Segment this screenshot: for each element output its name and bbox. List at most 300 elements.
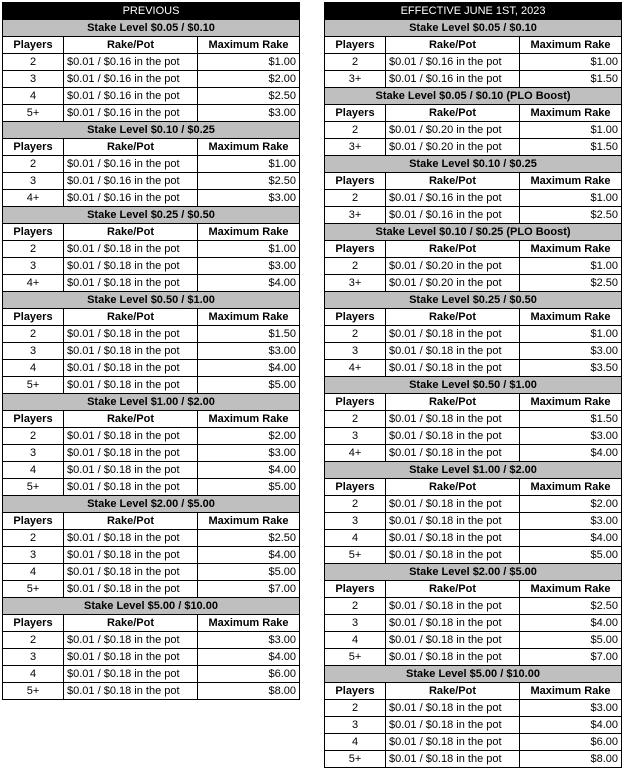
rake-pot-column-header: Rake/Pot	[64, 139, 198, 156]
table-row	[325, 547, 622, 564]
players-column-header: Players	[325, 105, 386, 122]
rake-pot-cell: $0.01 / $0.18 in the pot	[386, 700, 520, 717]
players-cell: 2	[325, 190, 386, 207]
rake-pot-cell: $0.01 / $0.18 in the pot	[64, 479, 198, 496]
players-cell: 3+	[325, 139, 386, 156]
max-rake-cell: $1.00	[520, 122, 622, 139]
players-cell: 2	[3, 530, 64, 547]
players-cell: 4	[325, 632, 386, 649]
stake-level-row	[3, 122, 300, 139]
column-header-row	[325, 173, 622, 190]
table-row	[325, 632, 622, 649]
rake-pot-cell: $0.01 / $0.18 in the pot	[64, 683, 198, 700]
table-row	[3, 71, 300, 88]
stake-level-heading: Stake Level $2.00 / $5.00	[3, 496, 300, 513]
rake-pot-cell: $0.01 / $0.18 in the pot	[386, 632, 520, 649]
players-column-header: Players	[3, 224, 64, 241]
rake-pot-cell: $0.01 / $0.18 in the pot	[386, 717, 520, 734]
max-rake-cell: $3.50	[520, 360, 622, 377]
rake-pot-cell: $0.01 / $0.18 in the pot	[64, 564, 198, 581]
max-rake-cell: $5.00	[198, 564, 300, 581]
table-row	[325, 615, 622, 632]
stake-level-row	[3, 496, 300, 513]
table-row	[3, 105, 300, 122]
rake-pot-column-header: Rake/Pot	[386, 241, 520, 258]
table-row	[3, 54, 300, 71]
rake-pot-column-header: Rake/Pot	[64, 37, 198, 54]
players-column-header: Players	[325, 581, 386, 598]
players-cell: 3	[325, 717, 386, 734]
table-row	[3, 326, 300, 343]
players-cell: 3+	[325, 275, 386, 292]
max-rake-cell: $3.00	[198, 190, 300, 207]
players-cell: 3+	[325, 207, 386, 224]
players-cell: 2	[325, 411, 386, 428]
column-header-row	[3, 615, 300, 632]
table-row	[3, 547, 300, 564]
rake-pot-cell: $0.01 / $0.18 in the pot	[64, 377, 198, 394]
max-rake-cell: $2.50	[520, 275, 622, 292]
max-rake-cell: $2.50	[520, 207, 622, 224]
players-cell: 4	[3, 88, 64, 105]
column-header-row	[325, 683, 622, 700]
max-rake-cell: $2.00	[520, 496, 622, 513]
max-rake-column-header: Maximum Rake	[520, 309, 622, 326]
max-rake-cell: $1.00	[520, 258, 622, 275]
rake-pot-column-header: Rake/Pot	[386, 37, 520, 54]
stake-level-row	[3, 394, 300, 411]
rake-pot-cell: $0.01 / $0.18 in the pot	[64, 632, 198, 649]
column-header-row	[325, 37, 622, 54]
rake-pot-cell: $0.01 / $0.18 in the pot	[386, 326, 520, 343]
rake-pot-cell: $0.01 / $0.20 in the pot	[386, 139, 520, 156]
table-row	[3, 581, 300, 598]
column-header-row	[325, 394, 622, 411]
table-row	[325, 445, 622, 462]
players-column-header: Players	[325, 37, 386, 54]
table-row	[3, 156, 300, 173]
max-rake-cell: $2.50	[520, 598, 622, 615]
stake-level-row	[325, 666, 622, 683]
table-row	[3, 241, 300, 258]
rake-pot-cell: $0.01 / $0.18 in the pot	[386, 445, 520, 462]
max-rake-cell: $3.00	[520, 428, 622, 445]
table-row	[325, 700, 622, 717]
players-column-header: Players	[3, 615, 64, 632]
max-rake-cell: $4.00	[198, 547, 300, 564]
max-rake-column-header: Maximum Rake	[198, 615, 300, 632]
players-column-header: Players	[325, 479, 386, 496]
column-header-row	[325, 309, 622, 326]
max-rake-cell: $3.00	[198, 343, 300, 360]
stake-level-row	[3, 207, 300, 224]
max-rake-column-header: Maximum Rake	[198, 224, 300, 241]
players-cell: 2	[325, 122, 386, 139]
table-row	[325, 649, 622, 666]
rake-pot-column-header: Rake/Pot	[386, 581, 520, 598]
rake-pot-cell: $0.01 / $0.18 in the pot	[64, 343, 198, 360]
max-rake-cell: $2.00	[198, 71, 300, 88]
rake-pot-cell: $0.01 / $0.18 in the pot	[64, 428, 198, 445]
players-column-header: Players	[3, 309, 64, 326]
players-cell: 3	[325, 428, 386, 445]
rake-pot-column-header: Rake/Pot	[64, 513, 198, 530]
players-cell: 3	[3, 71, 64, 88]
stake-level-row	[325, 292, 622, 309]
players-column-header: Players	[325, 241, 386, 258]
table-row	[3, 462, 300, 479]
players-cell: 3+	[325, 71, 386, 88]
table-row	[3, 564, 300, 581]
max-rake-cell: $4.00	[198, 462, 300, 479]
rake-pot-cell: $0.01 / $0.16 in the pot	[386, 207, 520, 224]
max-rake-cell: $5.00	[198, 377, 300, 394]
max-rake-cell: $4.00	[198, 649, 300, 666]
max-rake-cell: $2.00	[198, 428, 300, 445]
column-header-row	[3, 224, 300, 241]
players-cell: 5+	[325, 547, 386, 564]
rake-pot-cell: $0.01 / $0.18 in the pot	[386, 615, 520, 632]
stake-level-heading: Stake Level $0.50 / $1.00	[325, 377, 622, 394]
stake-level-heading: Stake Level $0.10 / $0.25 (PLO Boost)	[325, 224, 622, 241]
max-rake-column-header: Maximum Rake	[198, 513, 300, 530]
players-cell: 3	[325, 343, 386, 360]
players-column-header: Players	[325, 683, 386, 700]
players-column-header: Players	[325, 173, 386, 190]
max-rake-cell: $4.00	[520, 445, 622, 462]
table-row	[3, 666, 300, 683]
players-cell: 5+	[325, 649, 386, 666]
players-cell: 5+	[3, 479, 64, 496]
table-row	[3, 190, 300, 207]
rake-pot-cell: $0.01 / $0.18 in the pot	[64, 241, 198, 258]
max-rake-cell: $4.00	[520, 717, 622, 734]
max-rake-column-header: Maximum Rake	[520, 173, 622, 190]
max-rake-column-header: Maximum Rake	[520, 479, 622, 496]
max-rake-cell: $1.00	[198, 54, 300, 71]
rake-pot-cell: $0.01 / $0.16 in the pot	[64, 71, 198, 88]
max-rake-cell: $4.00	[520, 615, 622, 632]
table-row	[3, 632, 300, 649]
players-cell: 4+	[3, 275, 64, 292]
column-header-row	[325, 241, 622, 258]
players-cell: 5+	[3, 581, 64, 598]
max-rake-cell: $5.00	[198, 479, 300, 496]
max-rake-cell: $3.00	[198, 105, 300, 122]
rake-pot-cell: $0.01 / $0.18 in the pot	[386, 649, 520, 666]
rake-pot-cell: $0.01 / $0.18 in the pot	[64, 581, 198, 598]
table-row	[325, 717, 622, 734]
rake-pot-column-header: Rake/Pot	[386, 309, 520, 326]
effective-rake-table	[324, 2, 622, 768]
players-column-header: Players	[3, 139, 64, 156]
players-cell: 2	[325, 258, 386, 275]
max-rake-cell: $7.00	[198, 581, 300, 598]
rake-pot-cell: $0.01 / $0.18 in the pot	[64, 326, 198, 343]
rake-pot-cell: $0.01 / $0.16 in the pot	[386, 54, 520, 71]
table-row	[3, 360, 300, 377]
stake-level-row	[325, 462, 622, 479]
max-rake-column-header: Maximum Rake	[198, 37, 300, 54]
table-row	[325, 496, 622, 513]
players-cell: 3	[3, 547, 64, 564]
max-rake-cell: $8.00	[198, 683, 300, 700]
max-rake-cell: $2.50	[198, 530, 300, 547]
max-rake-cell: $1.00	[520, 190, 622, 207]
players-cell: 3	[3, 343, 64, 360]
max-rake-cell: $1.00	[520, 54, 622, 71]
players-column-header: Players	[3, 513, 64, 530]
rake-pot-cell: $0.01 / $0.16 in the pot	[64, 173, 198, 190]
stake-level-heading: Stake Level $0.10 / $0.25	[3, 122, 300, 139]
max-rake-cell: $4.00	[198, 275, 300, 292]
rake-pot-cell: $0.01 / $0.18 in the pot	[64, 275, 198, 292]
table-row	[325, 326, 622, 343]
max-rake-column-header: Maximum Rake	[520, 37, 622, 54]
stake-level-heading: Stake Level $5.00 / $10.00	[3, 598, 300, 615]
previous-title-row	[3, 3, 300, 20]
rake-pot-column-header: Rake/Pot	[386, 105, 520, 122]
table-row	[325, 71, 622, 88]
rake-pot-cell: $0.01 / $0.18 in the pot	[64, 649, 198, 666]
max-rake-cell: $1.50	[520, 71, 622, 88]
players-cell: 4	[325, 734, 386, 751]
max-rake-cell: $5.00	[520, 547, 622, 564]
table-row	[3, 428, 300, 445]
rake-pot-cell: $0.01 / $0.18 in the pot	[64, 258, 198, 275]
previous-table-body	[3, 3, 300, 700]
table-row	[325, 598, 622, 615]
stake-level-row	[325, 224, 622, 241]
players-column-header: Players	[3, 37, 64, 54]
stake-level-row	[325, 377, 622, 394]
players-cell: 4	[3, 462, 64, 479]
rake-pot-column-header: Rake/Pot	[64, 224, 198, 241]
table-row	[3, 530, 300, 547]
table-row	[3, 445, 300, 462]
rake-pot-cell: $0.01 / $0.16 in the pot	[64, 88, 198, 105]
players-cell: 5+	[3, 683, 64, 700]
table-row	[3, 88, 300, 105]
max-rake-cell: $3.00	[520, 343, 622, 360]
column-header-row	[325, 479, 622, 496]
players-cell: 4	[3, 564, 64, 581]
rake-pot-cell: $0.01 / $0.20 in the pot	[386, 258, 520, 275]
table-row	[325, 54, 622, 71]
players-cell: 3	[3, 649, 64, 666]
stake-level-heading: Stake Level $1.00 / $2.00	[3, 394, 300, 411]
table-row	[3, 649, 300, 666]
rake-pot-cell: $0.01 / $0.18 in the pot	[64, 547, 198, 564]
players-cell: 3	[3, 445, 64, 462]
players-cell: 2	[3, 326, 64, 343]
table-row	[325, 751, 622, 768]
rake-pot-cell: $0.01 / $0.18 in the pot	[386, 411, 520, 428]
table-row	[3, 258, 300, 275]
rake-pot-cell: $0.01 / $0.18 in the pot	[386, 496, 520, 513]
max-rake-cell: $2.50	[198, 88, 300, 105]
table-row	[3, 275, 300, 292]
stake-level-heading: Stake Level $0.50 / $1.00	[3, 292, 300, 309]
stake-level-heading: Stake Level $2.00 / $5.00	[325, 564, 622, 581]
rake-pot-cell: $0.01 / $0.18 in the pot	[386, 428, 520, 445]
stake-level-row	[325, 564, 622, 581]
rake-pot-cell: $0.01 / $0.16 in the pot	[64, 54, 198, 71]
table-row	[3, 343, 300, 360]
stake-level-row	[325, 156, 622, 173]
table-row	[3, 479, 300, 496]
max-rake-column-header: Maximum Rake	[520, 683, 622, 700]
players-cell: 4+	[3, 190, 64, 207]
stake-level-row	[3, 20, 300, 37]
table-row	[325, 734, 622, 751]
max-rake-cell: $6.00	[520, 734, 622, 751]
table-row	[325, 207, 622, 224]
stake-level-heading: Stake Level $0.10 / $0.25	[325, 156, 622, 173]
max-rake-cell: $8.00	[520, 751, 622, 768]
max-rake-cell: $3.00	[520, 700, 622, 717]
rake-pot-column-header: Rake/Pot	[386, 683, 520, 700]
max-rake-cell: $3.00	[198, 445, 300, 462]
table-row	[325, 258, 622, 275]
effective-table-title: EFFECTIVE JUNE 1ST, 2023	[325, 3, 622, 20]
table-row	[325, 139, 622, 156]
players-cell: 4	[325, 530, 386, 547]
players-cell: 2	[325, 496, 386, 513]
stake-level-row	[3, 598, 300, 615]
rake-pot-cell: $0.01 / $0.18 in the pot	[64, 360, 198, 377]
stake-level-heading: Stake Level $0.05 / $0.10	[3, 20, 300, 37]
max-rake-cell: $4.00	[520, 530, 622, 547]
players-cell: 2	[325, 326, 386, 343]
effective-table-body	[325, 3, 622, 768]
column-header-row	[3, 139, 300, 156]
players-cell: 5+	[325, 751, 386, 768]
effective-title-row	[325, 3, 622, 20]
column-header-row	[325, 581, 622, 598]
max-rake-column-header: Maximum Rake	[198, 411, 300, 428]
rake-pot-column-header: Rake/Pot	[386, 173, 520, 190]
players-cell: 2	[3, 54, 64, 71]
rake-pot-cell: $0.01 / $0.18 in the pot	[386, 530, 520, 547]
rake-pot-cell: $0.01 / $0.20 in the pot	[386, 275, 520, 292]
max-rake-column-header: Maximum Rake	[198, 139, 300, 156]
table-row	[325, 360, 622, 377]
players-cell: 5+	[3, 105, 64, 122]
rake-pot-cell: $0.01 / $0.16 in the pot	[64, 105, 198, 122]
max-rake-cell: $4.00	[198, 360, 300, 377]
table-row	[325, 513, 622, 530]
table-row	[325, 190, 622, 207]
stake-level-heading: Stake Level $0.05 / $0.10 (PLO Boost)	[325, 88, 622, 105]
players-cell: 3	[325, 615, 386, 632]
players-cell: 2	[3, 241, 64, 258]
table-row	[325, 122, 622, 139]
rake-pot-cell: $0.01 / $0.18 in the pot	[64, 445, 198, 462]
table-row	[3, 173, 300, 190]
rake-pot-cell: $0.01 / $0.18 in the pot	[64, 666, 198, 683]
stake-level-row	[325, 20, 622, 37]
table-row	[3, 377, 300, 394]
rake-pot-cell: $0.01 / $0.18 in the pot	[386, 547, 520, 564]
rake-pot-column-header: Rake/Pot	[64, 411, 198, 428]
max-rake-cell: $5.00	[520, 632, 622, 649]
previous-table-title: PREVIOUS	[3, 3, 300, 20]
rake-pot-cell: $0.01 / $0.18 in the pot	[386, 513, 520, 530]
column-header-row	[3, 411, 300, 428]
rake-pot-cell: $0.01 / $0.18 in the pot	[64, 462, 198, 479]
players-cell: 4	[3, 666, 64, 683]
rake-pot-cell: $0.01 / $0.18 in the pot	[386, 360, 520, 377]
previous-rake-table	[2, 2, 300, 700]
rake-pot-column-header: Rake/Pot	[386, 479, 520, 496]
players-column-header: Players	[3, 411, 64, 428]
rake-pot-cell: $0.01 / $0.16 in the pot	[386, 71, 520, 88]
rake-pot-column-header: Rake/Pot	[386, 394, 520, 411]
rake-pot-cell: $0.01 / $0.16 in the pot	[64, 190, 198, 207]
players-column-header: Players	[325, 394, 386, 411]
players-cell: 2	[3, 156, 64, 173]
stake-level-heading: Stake Level $0.25 / $0.50	[3, 207, 300, 224]
max-rake-cell: $1.50	[198, 326, 300, 343]
max-rake-cell: $3.00	[520, 513, 622, 530]
max-rake-cell: $1.00	[198, 241, 300, 258]
rake-pot-cell: $0.01 / $0.18 in the pot	[64, 530, 198, 547]
max-rake-column-header: Maximum Rake	[520, 241, 622, 258]
players-cell: 2	[3, 428, 64, 445]
column-header-row	[3, 309, 300, 326]
table-row	[325, 428, 622, 445]
players-cell: 5+	[3, 377, 64, 394]
stake-level-heading: Stake Level $0.05 / $0.10	[325, 20, 622, 37]
players-cell: 4	[3, 360, 64, 377]
rake-pot-column-header: Rake/Pot	[64, 309, 198, 326]
players-cell: 4+	[325, 360, 386, 377]
stake-level-heading: Stake Level $0.25 / $0.50	[325, 292, 622, 309]
max-rake-cell: $2.50	[198, 173, 300, 190]
rake-pot-column-header: Rake/Pot	[64, 615, 198, 632]
max-rake-cell: $3.00	[198, 632, 300, 649]
max-rake-cell: $1.00	[520, 326, 622, 343]
rake-pot-cell: $0.01 / $0.20 in the pot	[386, 122, 520, 139]
max-rake-column-header: Maximum Rake	[198, 309, 300, 326]
players-cell: 4+	[325, 445, 386, 462]
stake-level-heading: Stake Level $5.00 / $10.00	[325, 666, 622, 683]
players-cell: 2	[325, 54, 386, 71]
column-header-row	[3, 513, 300, 530]
max-rake-cell: $1.50	[520, 139, 622, 156]
rake-pot-cell: $0.01 / $0.18 in the pot	[386, 343, 520, 360]
table-row	[3, 683, 300, 700]
rake-pot-cell: $0.01 / $0.18 in the pot	[386, 598, 520, 615]
max-rake-cell: $3.00	[198, 258, 300, 275]
max-rake-cell: $1.50	[520, 411, 622, 428]
max-rake-cell: $1.00	[198, 156, 300, 173]
stake-level-heading: Stake Level $1.00 / $2.00	[325, 462, 622, 479]
column-header-row	[325, 105, 622, 122]
max-rake-cell: $6.00	[198, 666, 300, 683]
stake-level-row	[325, 88, 622, 105]
rake-pot-cell: $0.01 / $0.16 in the pot	[386, 190, 520, 207]
players-column-header: Players	[325, 309, 386, 326]
players-cell: 3	[3, 173, 64, 190]
table-row	[325, 530, 622, 547]
players-cell: 3	[325, 513, 386, 530]
max-rake-column-header: Maximum Rake	[520, 581, 622, 598]
max-rake-column-header: Maximum Rake	[520, 394, 622, 411]
max-rake-cell: $7.00	[520, 649, 622, 666]
rake-pot-cell: $0.01 / $0.16 in the pot	[64, 156, 198, 173]
